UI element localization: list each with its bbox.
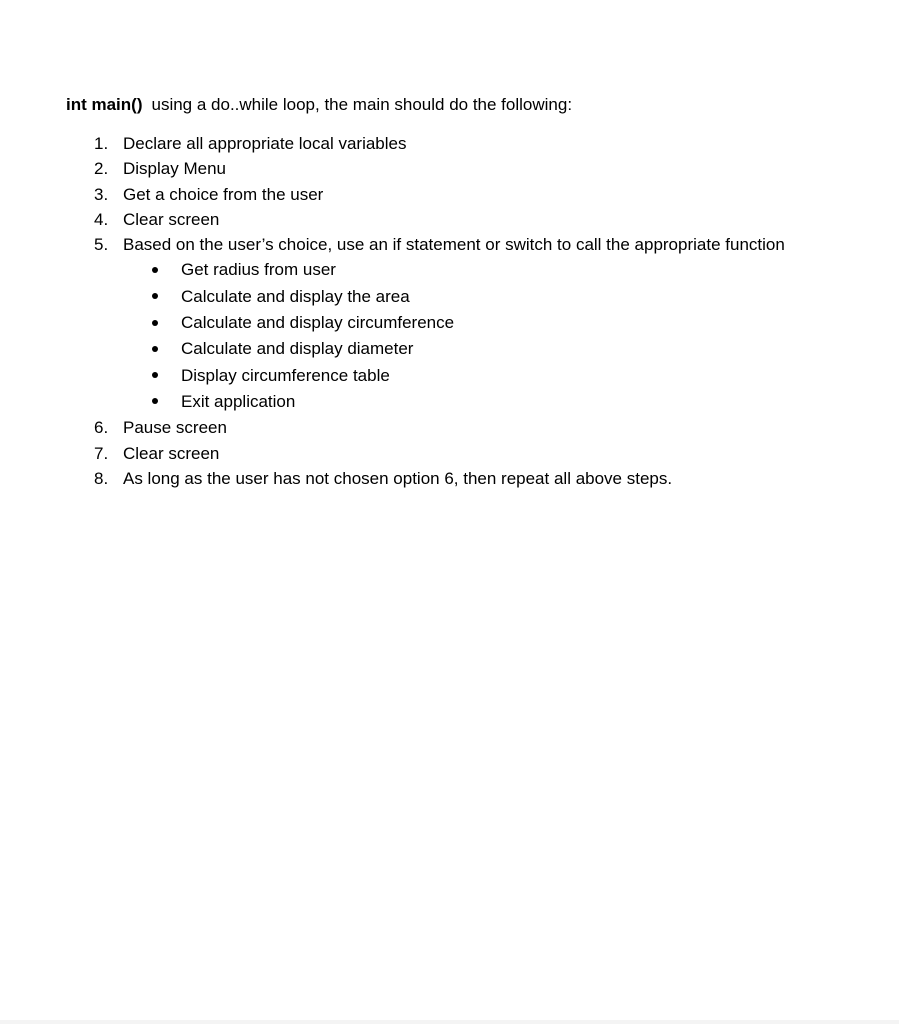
list-item bbox=[94, 156, 785, 181]
step-number: 8. bbox=[94, 468, 109, 488]
step-text: As long as the user has not chosen option 6, then repeat all above steps. bbox=[123, 468, 673, 488]
function-signature: int main() bbox=[66, 95, 143, 114]
step-text: Clear screen bbox=[123, 209, 220, 229]
bullet-dot-icon bbox=[152, 372, 158, 378]
bullet-item bbox=[152, 257, 843, 283]
step-text: Declare all appropriate local variables bbox=[123, 134, 407, 153]
bullet-dot-icon bbox=[152, 267, 158, 273]
list-item bbox=[94, 441, 785, 466]
bullet-dot-icon bbox=[152, 293, 158, 299]
bullet-text: Calculate and display circumference bbox=[181, 313, 455, 333]
bullet-text: Exit application bbox=[181, 391, 296, 411]
bullet-item bbox=[152, 284, 843, 310]
step-text: Clear screen bbox=[123, 443, 220, 463]
intro-text: using a do..while loop, the main should do the following: bbox=[151, 95, 573, 114]
step-number: 6. bbox=[94, 418, 109, 438]
bullet-item bbox=[152, 310, 843, 336]
bullet-text: Calculate and display the area bbox=[181, 286, 410, 306]
list-item bbox=[94, 131, 785, 156]
step-number: 1. bbox=[94, 134, 109, 153]
list-item bbox=[94, 466, 785, 491]
list-item bbox=[94, 415, 785, 440]
bullet-dot-icon bbox=[152, 320, 158, 326]
list-item bbox=[94, 207, 785, 232]
step-text: Pause screen bbox=[123, 418, 227, 438]
step-text: Get a choice from the user bbox=[123, 184, 324, 204]
bullet-item bbox=[152, 336, 843, 362]
steps-list bbox=[94, 131, 785, 491]
intro-paragraph bbox=[66, 94, 572, 116]
bullet-item bbox=[152, 363, 843, 389]
list-item bbox=[94, 182, 785, 207]
step-number: 2. bbox=[94, 159, 109, 179]
page-bottom-edge bbox=[0, 1020, 899, 1024]
list-item bbox=[94, 232, 785, 257]
bullet-text: Get radius from user bbox=[181, 260, 336, 280]
bullet-item bbox=[152, 389, 843, 415]
step-number: 5. bbox=[94, 235, 109, 255]
step-text: Display Menu bbox=[123, 159, 226, 179]
bullet-text: Display circumference table bbox=[181, 365, 390, 385]
function-options-list bbox=[152, 257, 843, 415]
bullet-text: Calculate and display diameter bbox=[181, 339, 414, 359]
bullet-dot-icon bbox=[152, 398, 158, 404]
step-text: Based on the user’s choice, use an if statement or switch to call the appropriate function bbox=[123, 235, 785, 255]
bullet-dot-icon bbox=[152, 346, 158, 352]
step-number: 4. bbox=[94, 209, 109, 229]
step-number: 3. bbox=[94, 184, 109, 204]
step-number: 7. bbox=[94, 443, 109, 463]
